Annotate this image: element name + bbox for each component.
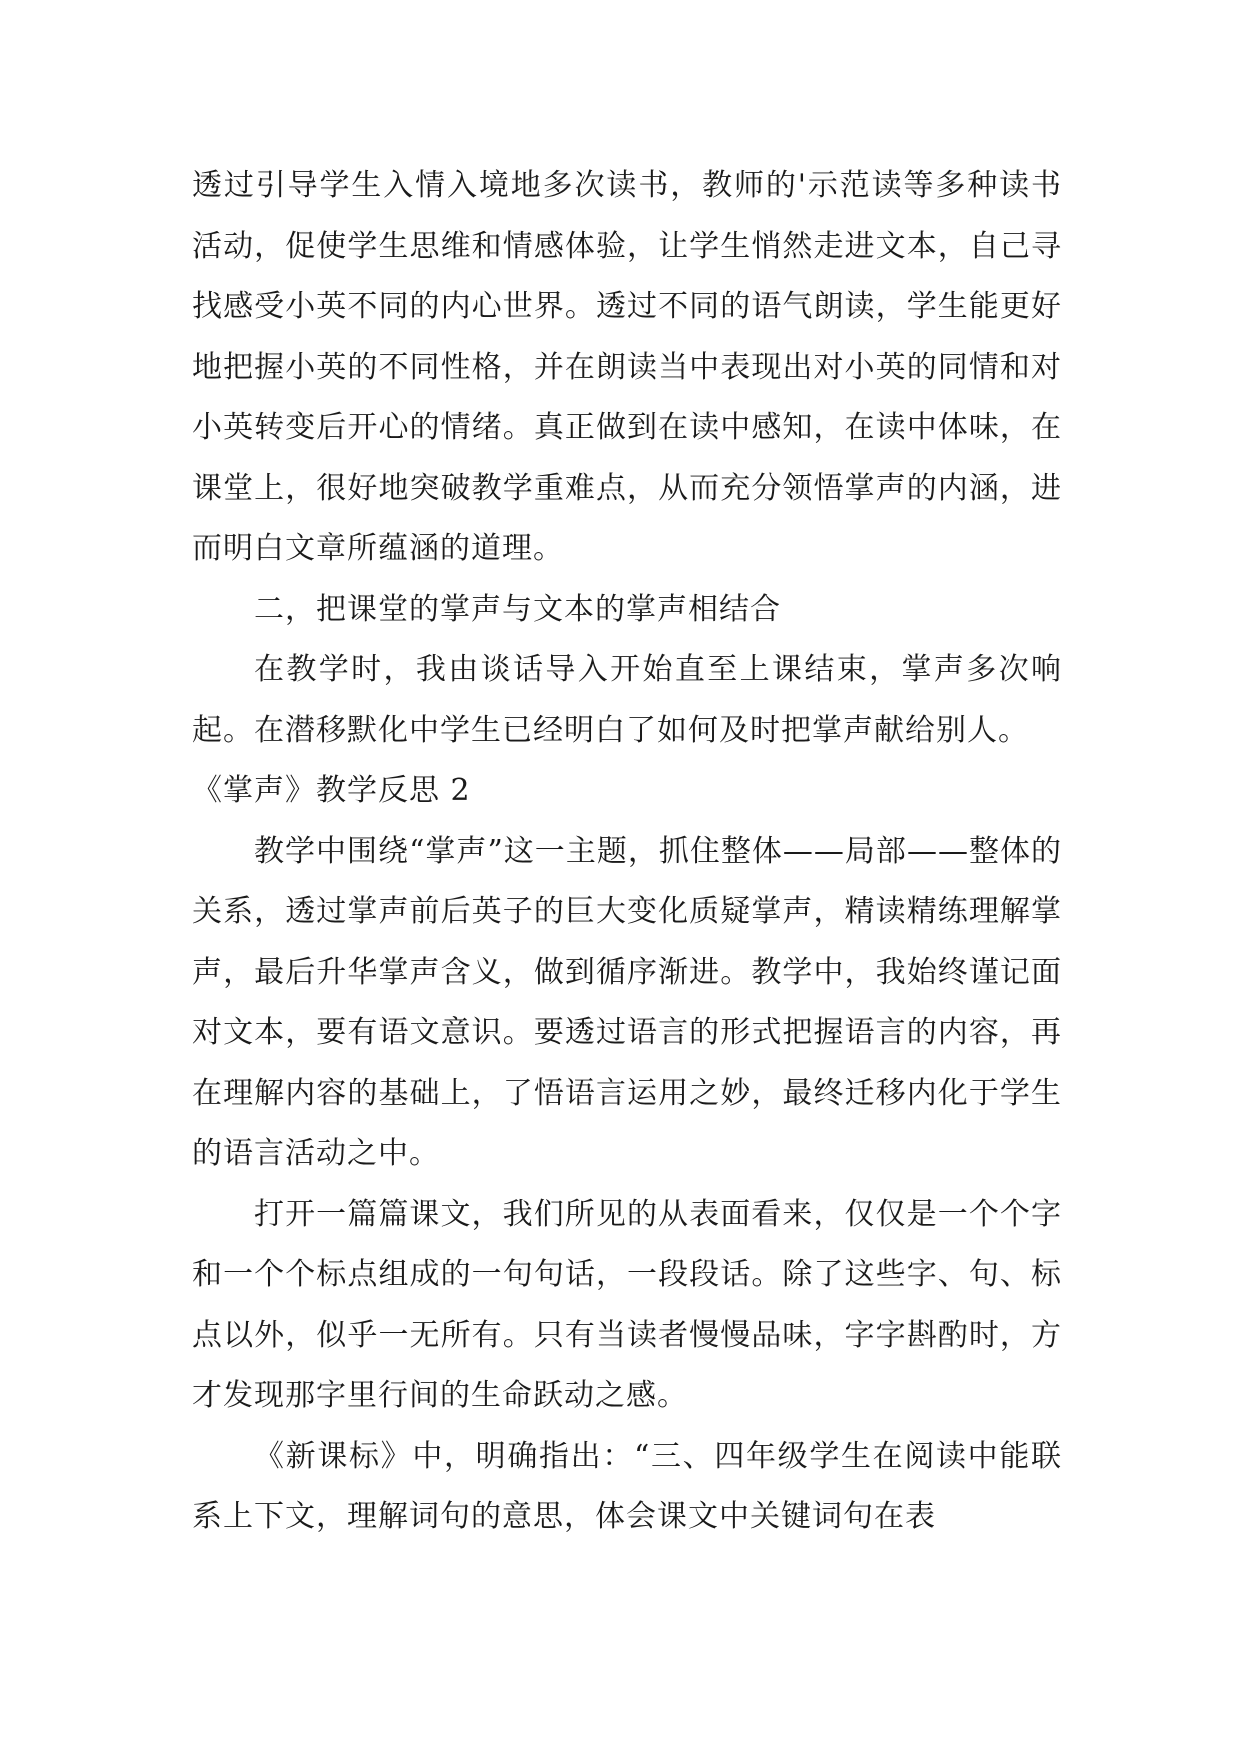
- document-body: [192, 156, 1062, 1548]
- paragraph: 在教学时，我由谈话导入开始直至上课结束，掌声多次响起。在潜移默化中学生已经明白了如何及时把掌声献给别人。: [192, 652, 1062, 748]
- section-heading: 《掌声》教学反思 2: [192, 773, 471, 808]
- paragraph: 《新课标》中，明确指出：“三、四年级学生在阅读中能联系上下文，理解词句的意思，体会课文中关键词句在表: [192, 1438, 1062, 1534]
- paragraph: 透过引导学生入情入境地多次读书，教师的'示范读等多种读书活动，促使学生思维和情感体验，让学生悄然走进文本，自己寻找感受小英不同的内心世界。透过不同的语气朗读，学生能更好地把握小英的不同性格，并在朗读当中表现出对小英的同情和对小英转变后开心的情绪。真正做到在读中感知，在读中体味，在课堂上，很好地突破教学重难点，从而充分领悟掌声的内涵，进而明白文章所蕴涵的道理。: [192, 168, 1062, 566]
- paragraph: 打开一篇篇课文，我们所见的从表面看来，仅仅是一个个字和一个个标点组成的一句句话，一段段话。除了这些字、句、标点以外，似乎一无所有。只有当读者慢慢品味，字字斟酌时，方才发现那字里行间的生命跃动之感。: [192, 1196, 1062, 1413]
- paragraph: 教学中围绕“掌声”这一主题，抓住整体——局部——整体的关系，透过掌声前后英子的巨大变化质疑掌声，精读精练理解掌声，最后升华掌声含义，做到循序渐进。教学中，我始终谨记面对文本，要有语文意识。要透过语言的形式把握语言的内容，再在理解内容的基础上，了悟语言运用之妙，最终迁移内化于学生的语言活动之中。: [192, 833, 1062, 1171]
- section-subheading: 二，把课堂的掌声与文本的掌声相结合: [254, 591, 781, 627]
